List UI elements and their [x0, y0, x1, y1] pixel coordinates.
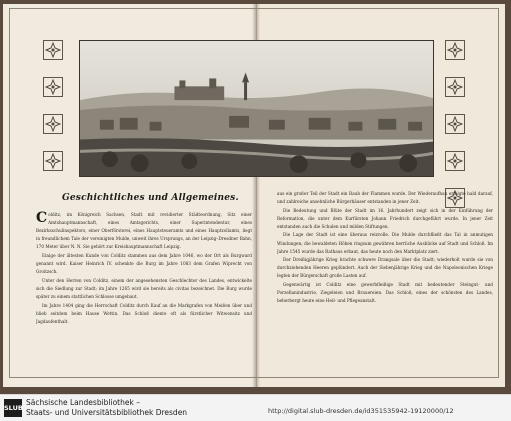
paragraph: Die Bedeutung und Blüte der Stadt im 16. Jahrhundert zeigt sich in der Einführung der Reformation, die unter dem Kurfürsten Johann Friedrich durchgeführt wurde. In jener Zeit entstanden auch die Schulen und milden Stiftungen. [277, 207, 493, 229]
permalink-url[interactable]: http://digital.slub-dresden.de/id351535942-19120000/12 [268, 407, 454, 415]
paragraph: Unter den Herren von Colditz, einem der angesehensten Geschlechter des Landes, entwickelte sich die Siedlung zur Stadt; im Jahre 1265 wird sie bereits als civitas bezeichnet. Die Burg wurde später zu einem stattlichen Schlosse umgebaut. [36, 277, 252, 299]
paragraph: Colditz, im Königreich Sachsen, Stadt mit revidierter Städteordnung, Sitz einer Amtshauptmannschaft, eines Amtsgerichts, einer Superintendentur, eines Bezirksschulinspektors, einer Oberförsterei, eines Hauptsteueramts und eines Hauptzollamts, liegt in freundlichem Tale der vereinigten Mulde, unweit ihres Ursprungs, an der Leipzig–Dresdner Bahn, 170 Meter über N. N. Sie gehört zur Kreishauptmannschaft Leipzig. [36, 211, 252, 250]
ornament-icon [445, 40, 465, 60]
ornament-icon [445, 77, 465, 97]
paragraph: Die Lage der Stadt ist eine überaus reizvolle. Die Mulde durchfließt das Tal in anmutigen Windungen; die bewaldeten Höhen ringsum gewähren herrliche Ausblicke auf Stadt und Schloß. Im Jahre 1545 wurde das Rathaus erbaut, das heute noch den Marktplatz ziert. [277, 232, 493, 254]
paragraph: Der Dreißigjährige Krieg brachte schwere Drangsale über die Stadt; wiederholt wurde sie von durchziehenden Heeren geplündert. Auch der Siebenjährige Krieg und die Napoleonischen Kriege legten der Bürgerschaft große Lasten auf. [277, 257, 493, 279]
ornament-icon [43, 114, 63, 134]
paragraph: aus ein großer Teil der Stadt ein Raub der Flammen wurde. Der Wiederaufbau erfolgte bald darauf, und zahlreiche ansehnliche Bürgerhäuser entstanden in jener Zeit. [277, 191, 493, 205]
paragraph: Einige der ältesten Kunde von Colditz stammen aus dem Jahre 1046, wo der Ort als Burgward genannt wird. Kaiser Heinrich IV. schenkte die Burg im Jahre 1083 dem Grafen Wiprecht von Groitzsch. [36, 252, 252, 275]
library-name-line1: Sächsische Landesbibliothek – [26, 398, 140, 407]
ornament-icon [445, 151, 465, 171]
left-text-column [36, 211, 252, 371]
paragraph: Im Jahre 1404 ging die Herrschaft Colditz durch Kauf an die Markgrafen von Meißen über und blieb seitdem beim Hause Wettin. Das Schloß diente oft als fürstlicher Witwensitz und Jagdaufenthalt. [36, 302, 252, 324]
town-panorama-photo [79, 40, 434, 177]
paragraph: Gegenwärtig ist Colditz eine gewerbfleißige Stadt mit bedeutender Steingut- und Porzellanindustrie, Ziegeleien und Brauereien. Das Schloß, eines der schönsten des Landes, beherbergt heute eine Heil- und Pflegeanstalt. [277, 282, 493, 304]
ornament-icon [43, 40, 63, 60]
ornament-icon [43, 151, 63, 171]
library-footer [0, 394, 511, 421]
ornament-icon [43, 77, 63, 97]
left-ornament-column [43, 40, 65, 188]
section-heading: Geschichtliches und Allgemeines. [62, 193, 239, 203]
ornament-icon [445, 114, 465, 134]
drop-cap: C [36, 211, 48, 226]
right-text-column [277, 190, 493, 366]
library-name-line2: Staats- und Universitätsbibliothek Dresden [26, 408, 188, 417]
slub-logo[interactable]: SLUB [4, 399, 22, 417]
